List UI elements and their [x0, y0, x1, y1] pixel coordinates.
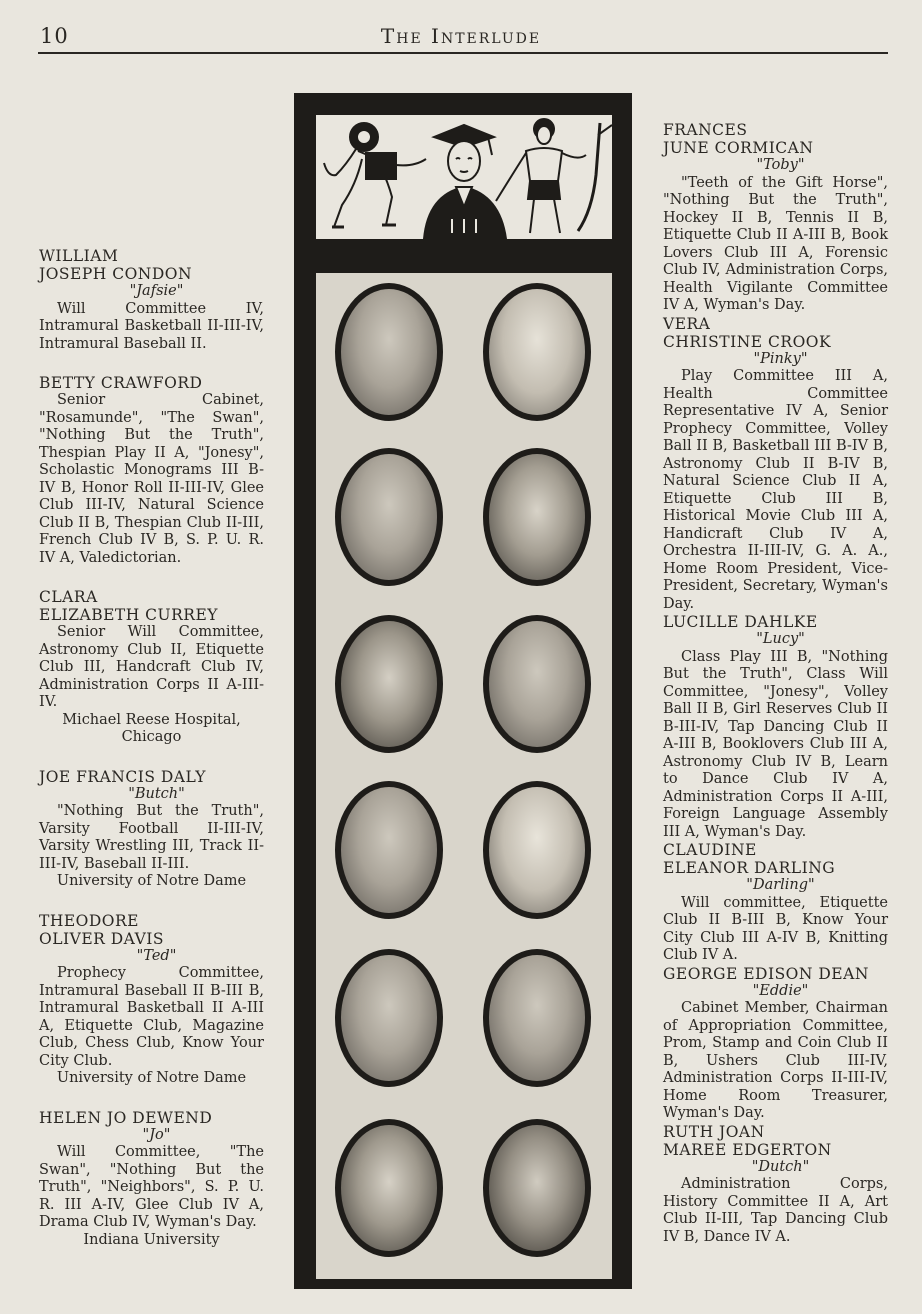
student-name: THEODORE: [39, 911, 139, 930]
student-destination: Indiana University: [83, 1231, 220, 1248]
student-activities: Cabinet Member, Chairman of Appropriation Committee, Prom, Stamp and Coin Club II B, Ushers Club III-IV, Administration Corps II-III-IV, Home Room Treasurer, Wyman's Day.: [663, 1000, 888, 1121]
portrait-frame: [335, 283, 443, 421]
student-activities: "Teeth of the Gift Horse", "Nothing But the Truth", Hockey II B, Tennis II B, Etiquette Club II A-III B, Book Lovers Club III A, Forensic Club IV, Administration Corps, Health Vigilante Committee IV A, Wyman's Day.: [663, 174, 888, 313]
entry-condon: [39, 247, 264, 353]
student-activities: Will Committee IV, Intramural Basketball II-III-IV, Intramural Baseball II.: [39, 300, 264, 352]
portrait-grid: [316, 273, 612, 1279]
portrait-frame: [335, 448, 443, 586]
portrait-photo: [341, 787, 437, 913]
student-name: ELEANOR DARLING: [663, 859, 836, 877]
portrait-frame: [483, 1119, 591, 1257]
student-nickname: "Ted": [136, 947, 177, 964]
photo-panel: [294, 93, 632, 1289]
entry-daly: [39, 768, 264, 891]
portrait-photo: [341, 289, 437, 415]
entry-crook: [663, 315, 888, 614]
student-name: MAREE EDGERTON: [663, 1140, 832, 1159]
student-destination: Chicago: [121, 729, 182, 745]
entry-currey: [39, 588, 264, 747]
portrait-frame: [483, 949, 591, 1087]
student-nickname: "Dutch": [751, 1158, 810, 1175]
student-name: CLAUDINE: [663, 841, 757, 859]
student-name: VERA: [663, 314, 711, 333]
entry-dewend: [39, 1109, 264, 1250]
student-name: ELIZABETH CURREY: [39, 606, 218, 624]
student-name: BETTY CRAWFORD: [39, 374, 203, 392]
portrait-frame: [483, 448, 591, 586]
entry-edgerton: [663, 1123, 888, 1247]
student-nickname: "Jafsie": [129, 283, 184, 299]
portrait-frame: [335, 1119, 443, 1257]
student-nickname: "Toby": [756, 157, 805, 173]
student-activities: Senior Cabinet, "Rosamunde", "The Swan", "Nothing But the Truth", Thespian Play II A, "Jonesy", Scholastic Monograms III B-IV B, Honor Roll II-III-IV, Glee Club III-IV, Natural Science Club II B, Thespian Club II-III, French Club IV B, S. P. U. R. IV A, Valedictorian.: [39, 392, 264, 566]
portrait-photo: [341, 1125, 437, 1251]
student-name: JUNE CORMICAN: [663, 139, 814, 157]
portrait-photo: [489, 621, 585, 747]
portrait-photo: [341, 955, 437, 1081]
student-nickname: "Lucy": [756, 631, 805, 647]
entry-darling: [663, 841, 888, 965]
student-name: OLIVER DAVIS: [39, 929, 165, 948]
portrait-frame: [335, 949, 443, 1087]
portrait-photo: [489, 955, 585, 1081]
student-destination: Michael Reese Hospital,: [62, 711, 241, 728]
header-illustration: [316, 115, 612, 239]
portrait-photo: [341, 454, 437, 580]
student-destination: University of Notre Dame: [56, 1070, 247, 1086]
portrait-frame: [483, 283, 591, 421]
entry-davis: [39, 912, 264, 1088]
header-rule: [38, 52, 888, 54]
student-activities: Administration Corps, History Committee II A, Art Club II-III, Tap Dancing Club IV B, Dance IV A.: [663, 1176, 888, 1245]
portrait-frame: [483, 781, 591, 919]
student-nickname: "Eddie": [752, 982, 809, 999]
student-name: JOE FRANCIS DALY: [39, 767, 207, 786]
portrait-frame: [483, 615, 591, 753]
student-activities: Play Committee III A, Health Committee Representative IV A, Senior Prophecy Committee, Volley Ball II B, Basketball III B-IV B, Astronomy Club II B-IV B, Natural Science Club II A, Etiquette Club III B, Historical Movie Club III A, Handicraft Club IV A, Orchestra II-III-IV, G. A. A., Home Room President, Vice-President, Secretary, Wyman's Day.: [663, 368, 888, 612]
entry-dahlke: [663, 613, 888, 841]
student-name: RUTH JOAN: [663, 1122, 765, 1141]
right-column: [663, 121, 888, 1246]
student-nickname: "Jo": [142, 1126, 171, 1143]
portrait-photo: [341, 621, 437, 747]
student-activities: Will Committee, "The Swan", "Nothing But the Truth", "Neighbors", S. P. U. R. III A-IV, Glee Club IV A, Drama Club IV, Wyman's Day.: [39, 1144, 264, 1230]
student-activities: Class Play III B, "Nothing But the Truth", Class Will Committee, "Jonesy", Volley Ball II B, Girl Reserves Club II B-III-IV, Tap Dancing Club II A-III B, Booklovers Club III A, Astronomy Club IV B, Learn to Dance Club IV A, Administration Corps II A-III, Foreign Language Assembly III A, Wyman's Day.: [663, 648, 888, 840]
student-name: WILLIAM: [39, 247, 119, 265]
portrait-photo: [489, 1125, 585, 1251]
student-nickname: "Darling": [746, 877, 815, 893]
entry-crawford: [39, 374, 264, 567]
student-activities: Will committee, Etiquette Club II B-III B, Know Your City Club III A-IV B, Knitting Club IV A.: [663, 894, 888, 963]
student-name: GEORGE EDISON DEAN: [663, 964, 869, 983]
student-activities: Senior Will Committee, Astronomy Club II, Etiquette Club III, Handcraft Club IV, Administration Corps II A-III-IV.: [39, 624, 264, 710]
portrait-photo: [489, 289, 585, 415]
student-name: FRANCES: [663, 121, 748, 139]
student-activities: Prophecy Committee, Intramural Baseball II B-III B, Intramural Basketball II A-III A, Etiquette Club, Magazine Club, Chess Club, Know Your City Club.: [39, 965, 264, 1069]
student-activities: "Nothing But the Truth", Varsity Football II-III-IV, Varsity Wrestling III, Track II-III-IV, Baseball II-III.: [39, 803, 264, 872]
portrait-frame: [335, 615, 443, 753]
entry-dean: [663, 965, 888, 1123]
portrait-photo: [489, 787, 585, 913]
page-title: The Interlude: [380, 24, 542, 48]
student-name: HELEN JO DEWEND: [39, 1108, 213, 1127]
portrait-frame: [335, 781, 443, 919]
student-destination: University of Notre Dame: [56, 873, 247, 889]
student-name: JOSEPH CONDON: [39, 265, 193, 283]
student-name: CHRISTINE CROOK: [663, 332, 832, 351]
entry-cormican: [663, 121, 888, 315]
sports-graduation-illustration: [316, 115, 612, 239]
student-nickname: "Butch": [128, 785, 185, 802]
student-name: CLARA: [39, 588, 98, 606]
left-column: [39, 247, 264, 1270]
student-nickname: "Pinky": [753, 350, 808, 367]
student-name: LUCILLE DAHLKE: [663, 613, 818, 631]
page-number: 10: [40, 24, 69, 48]
portrait-photo: [489, 454, 585, 580]
